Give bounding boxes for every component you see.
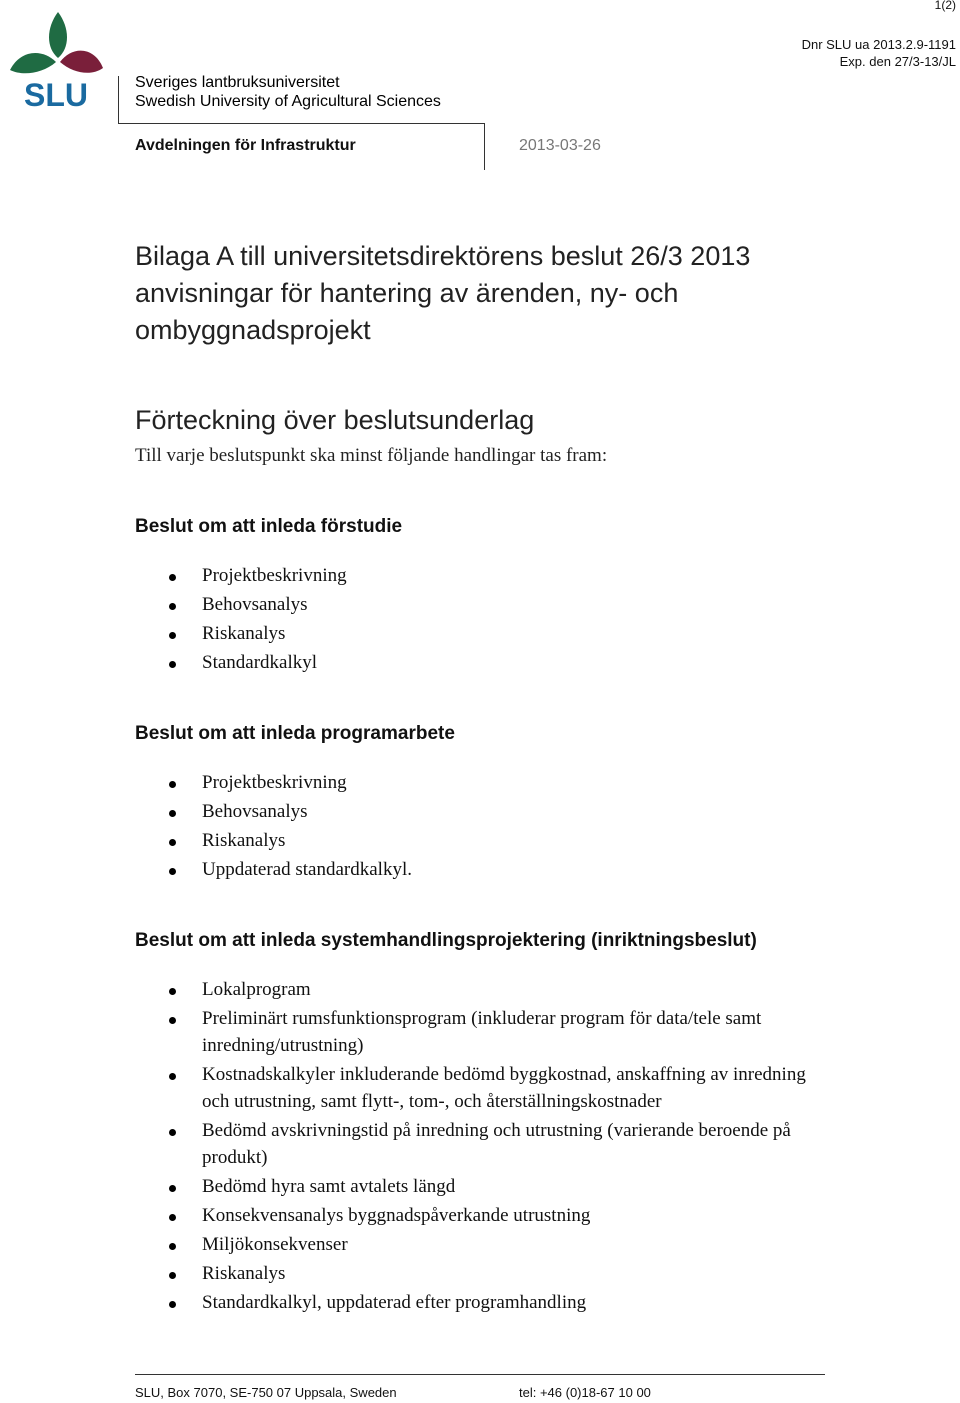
document-title [135,238,835,349]
title-line: Bilaga A till universitetsdirektörens beslut 26/3 2013 [135,241,751,271]
organization-name-swedish: Sveriges lantbruksuniversitet [135,74,340,91]
logo-leaf-left [10,53,56,73]
document-date: 2013-03-26 [519,137,601,154]
bullet-icon [169,1185,176,1192]
bullet-list-systemhandling [0,976,822,1318]
bullet-icon [169,1272,176,1279]
list-item: Behovsanalys [0,591,822,618]
list-item: Projektbeskrivning [0,562,822,589]
bullet-icon [169,632,176,639]
organization-name-english: Swedish University of Agricultural Sciences [135,93,441,110]
list-item: Bedömd hyra samt avtalets längd [0,1173,822,1200]
footer-phone: tel: +46 (0)18-67 10 00 [519,1385,651,1400]
footer-rule [135,1374,825,1375]
bullet-icon [169,868,176,875]
section-heading-programarbete: Beslut om att inleda programarbete [135,723,455,744]
bullet-icon [169,839,176,846]
bullet-icon [169,603,176,610]
logo-leaf-top [49,12,67,58]
bullet-icon [169,988,176,995]
bullet-icon [169,781,176,788]
list-item: Bedömd avskrivningstid på inredning och utrustning (varierande beroende på produkt) [0,1117,822,1171]
list-item: Standardkalkyl [0,649,822,676]
list-item: Uppdaterad standardkalkyl. [0,856,822,883]
list-item: Kostnadskalkyler inkluderande bedömd byggkostnad, anskaffning av inredning och utrustning, samt flytt-, tom-, och återställningskostnader [0,1061,822,1115]
title-line: ombyggnadsprojekt [135,315,371,345]
logo-leaf-right [60,51,103,73]
list-item: Behovsanalys [0,798,822,825]
list-item: Riskanalys [0,1260,822,1287]
list-item: Konsekvensanalys byggnadspåverkande utrustning [0,1202,822,1229]
bullet-icon [169,1017,176,1024]
bullet-icon [169,1129,176,1136]
list-item: Riskanalys [0,827,822,854]
list-item: Projektbeskrivning [0,769,822,796]
bullet-icon [169,1214,176,1221]
bullet-icon [169,1301,176,1308]
list-item: Riskanalys [0,620,822,647]
title-line: anvisningar för hantering av ärenden, ny- och [135,278,679,308]
reference-block [802,36,956,70]
document-subtitle: Förteckning över beslutsunderlag [135,405,535,435]
bullet-icon [169,810,176,817]
bullet-icon [169,574,176,581]
section-heading-forstudie: Beslut om att inleda förstudie [135,516,403,537]
list-item: Lokalprogram [0,976,822,1003]
header-rule-vertical-right [484,123,485,170]
slu-logo [6,10,106,110]
section-heading-systemhandling: Beslut om att inleda systemhandlingsprojektering (inriktningsbeslut) [135,930,757,951]
footer-address: SLU, Box 7070, SE-750 07 Uppsala, Sweden [135,1385,397,1400]
bullet-list-programarbete [0,769,822,885]
list-item: Miljökonsekvenser [0,1231,822,1258]
list-item: Preliminärt rumsfunktionsprogram (inkluderar program för data/tele samt inredning/utrustning) [0,1005,822,1059]
department-name: Avdelningen för Infrastruktur [135,137,356,154]
page-number: 1(2) [934,0,956,12]
bullet-icon [169,1073,176,1080]
bullet-icon [169,661,176,668]
header-rule-horizontal [118,123,484,124]
logo-text: SLU [24,77,88,110]
list-item: Standardkalkyl, uppdaterad efter programhandling [0,1289,822,1316]
bullet-list-forstudie [0,562,822,678]
intro-text: Till varje beslutspunkt ska minst följande handlingar tas fram: [135,445,608,466]
header-rule-vertical-left [118,76,119,123]
dnr-number: Dnr SLU ua 2013.2.9-1191 [801,37,956,52]
expedition-date: Exp. den 27/3-13/JL [839,54,956,69]
bullet-icon [169,1243,176,1250]
